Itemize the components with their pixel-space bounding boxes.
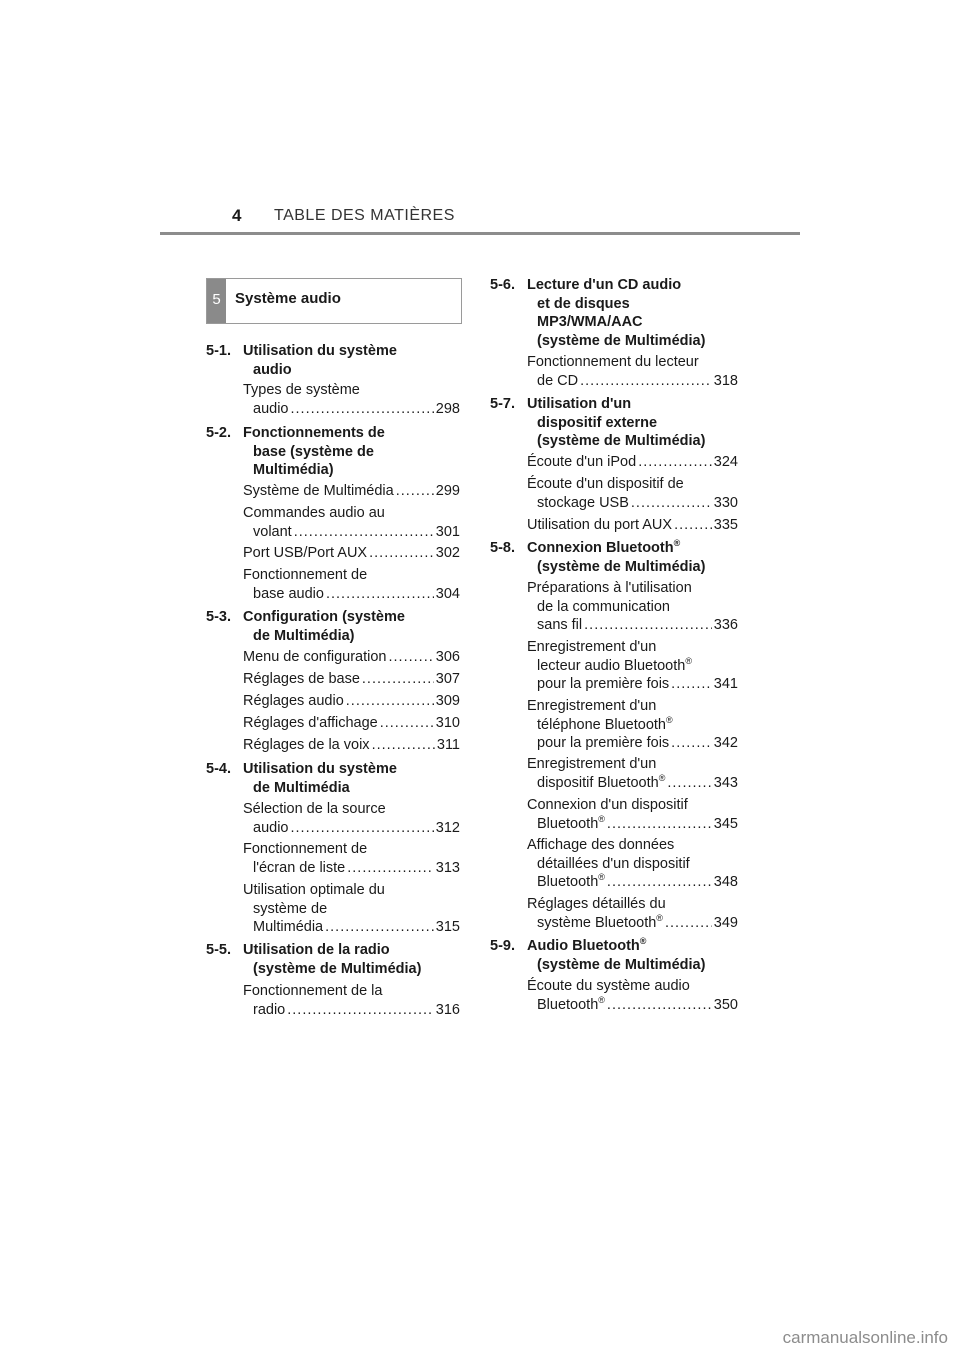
registered-mark: ®	[598, 813, 605, 824]
toc-entry-reglages-audio[interactable]: Réglages audio ..... 309	[243, 692, 460, 711]
page-header	[160, 204, 800, 234]
toc-entry-commandes-volant[interactable]: Commandes audio au volant ..... 301	[243, 504, 460, 541]
toc-entry-enregistrement-telephone[interactable]: Enregistrement d'un téléphone Bluetooth® pour la première fois ..... 342	[527, 697, 738, 753]
toc-entry-preparations-sans-fil[interactable]: Préparations à l'utilisation de la communication sans fil ..... 336	[527, 579, 738, 635]
toc-entry-ecoute-audio-bluetooth[interactable]: Écoute du système audio Bluetooth® ..... 350	[527, 977, 738, 1014]
page-ref: 313	[435, 859, 460, 876]
page-ref: 306	[435, 649, 460, 665]
page-ref: 311	[436, 737, 460, 753]
page-ref: 304	[435, 585, 460, 602]
page-ref: 350	[713, 996, 738, 1013]
toc-entry-selection-source[interactable]: Sélection de la source audio ..... 312	[243, 800, 460, 837]
page-ref: 341	[713, 676, 738, 692]
page-ref: 309	[435, 693, 460, 709]
page-ref: 318	[713, 372, 738, 389]
section-title: Système audio	[235, 290, 341, 307]
toc-entry-affichage-donnees[interactable]: Affichage des données détaillées d'un dispositif Bluetooth® ..... 348	[527, 836, 738, 892]
section-heading	[206, 278, 462, 324]
header-rule	[160, 232, 800, 235]
toc-entry-port-usb-aux[interactable]: Port USB/Port AUX ..... 302	[243, 544, 460, 563]
toc-entry-enregistrement-dispositif[interactable]: Enregistrement d'un dispositif Bluetooth® ..... 343	[527, 755, 738, 792]
page-ref: 336	[713, 617, 738, 633]
registered-mark: ®	[639, 936, 647, 947]
page-ref: 343	[713, 774, 738, 791]
toc-entry-reglages-base[interactable]: Réglages de base ..... 307	[243, 670, 460, 689]
page-ref: 298	[435, 400, 460, 417]
toc-entry-ecoute-ipod[interactable]: Écoute d'un iPod ..... 324	[527, 453, 738, 472]
page-ref: 348	[713, 874, 738, 890]
toc-entry-ecran-liste[interactable]: Fonctionnement de l'écran de liste ..... 313	[243, 840, 460, 877]
registered-mark: ®	[598, 872, 605, 883]
header-title: TABLE DES MATIÈRES	[274, 207, 455, 224]
page-ref: 310	[435, 715, 460, 731]
page-ref: 330	[713, 494, 738, 511]
watermark-text: carmanualsonline.info	[782, 1328, 948, 1347]
toc-entry-lecteur-cd[interactable]: Fonctionnement du lecteur de CD ..... 318	[527, 353, 738, 390]
toc-entry-port-aux[interactable]: Utilisation du port AUX ..... 335	[527, 516, 738, 535]
registered-mark: ®	[598, 994, 605, 1005]
registered-mark: ®	[666, 714, 673, 725]
toc-entry-menu-configuration[interactable]: Menu de configuration ..... 306	[243, 648, 460, 667]
toc-entry-stockage-usb[interactable]: Écoute d'un dispositif de stockage USB ..... 330	[527, 475, 738, 512]
toc-entry-reglages-detailles[interactable]: Réglages détaillés du système Bluetooth® ..... 349	[527, 895, 738, 932]
registered-mark: ®	[685, 655, 692, 666]
toc-entry-fonctionnement-base[interactable]: Fonctionnement de base audio ..... 304	[243, 566, 460, 603]
toc-entry-reglages-voix[interactable]: Réglages de la voix ..... 311	[243, 736, 460, 755]
toc-entry-enregistrement-lecteur-audio[interactable]: Enregistrement d'un lecteur audio Bluetooth® pour la première fois ..... 341	[527, 638, 738, 694]
page-ref: 342	[713, 735, 738, 751]
registered-mark: ®	[673, 538, 681, 549]
toc-entry-reglages-affichage[interactable]: Réglages d'affichage ..... 310	[243, 714, 460, 733]
page-ref: 345	[713, 815, 738, 832]
page-ref: 324	[713, 454, 738, 470]
page-ref: 299	[435, 483, 460, 499]
page-ref: 302	[435, 545, 460, 561]
page-ref: 312	[435, 819, 460, 836]
section-number-tab: 5	[207, 279, 226, 323]
toc-entry-systeme-multimedia[interactable]: Système de Multimédia ..... 299	[243, 482, 460, 501]
page-ref: 301	[435, 523, 460, 540]
toc-entry-fonctionnement-radio[interactable]: Fonctionnement de la radio ..... 316	[243, 982, 460, 1019]
page-ref: 307	[435, 671, 460, 687]
toc-entry-connexion-dispositif[interactable]: Connexion d'un dispositif Bluetooth® ..... 345	[527, 796, 738, 833]
registered-mark: ®	[658, 772, 666, 783]
page-ref: 315	[435, 919, 460, 935]
page-ref: 349	[713, 914, 738, 931]
registered-mark: ®	[656, 912, 663, 923]
page-ref: 335	[713, 517, 738, 533]
page-ref: 316	[435, 1001, 460, 1018]
page-number: 4	[232, 206, 242, 225]
toc-entry-types-systeme[interactable]: Types de système audio ..... 298	[243, 381, 460, 418]
toc-entry-utilisation-optimale[interactable]: Utilisation optimale du système de Multimédia ..... 315	[243, 881, 460, 937]
